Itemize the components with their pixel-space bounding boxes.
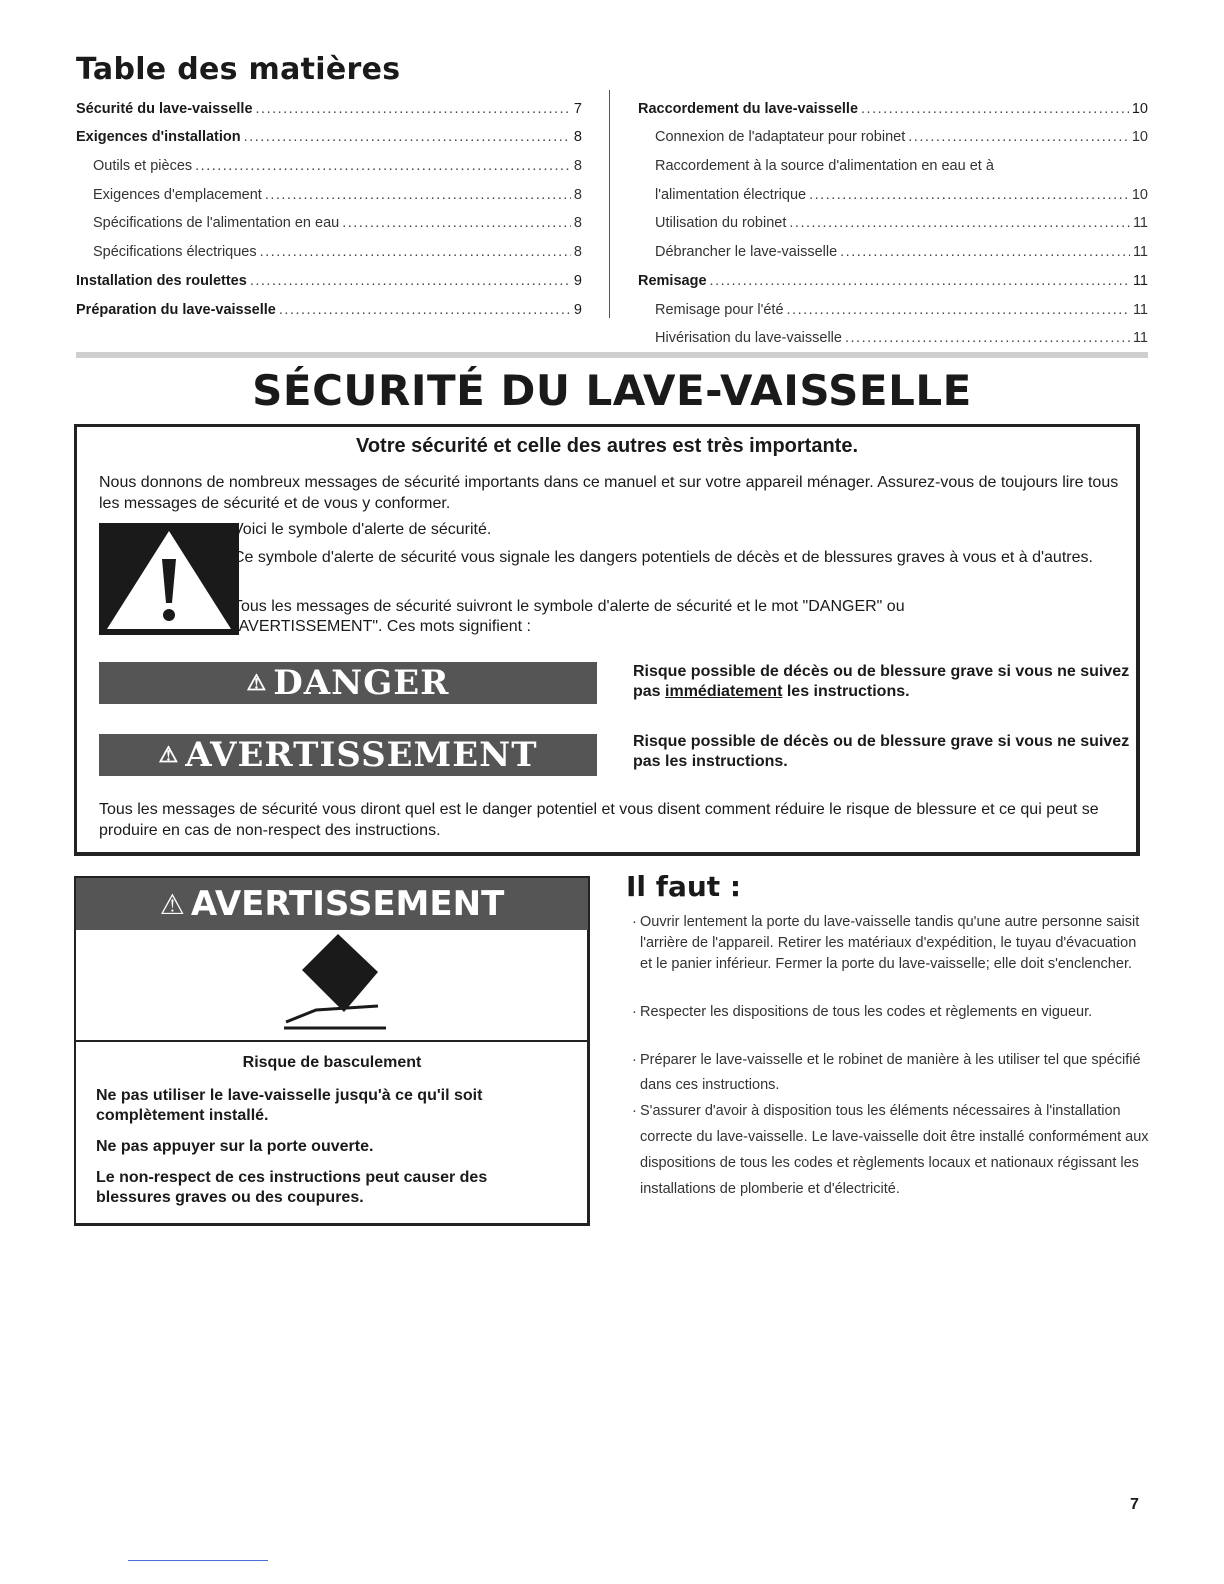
toc-entry-page: 8 [573, 158, 582, 175]
tip-over-icon [76, 930, 588, 1042]
warning-instruction: Le non-respect de ces instructions peut causer des blessures graves ou des coupures. [96, 1169, 488, 1206]
requirement-item: · Préparer le lave-vaisselle et le robinet de manière à les utiliser tel que spécifié dans ces instructions. [640, 1048, 1150, 1098]
risk-title: Risque de basculement [242, 1054, 422, 1071]
warning-signal-bar [99, 734, 597, 776]
toc-entry-page: 10 [1131, 129, 1148, 146]
toc-entry-label: Exigences d'emplacement [93, 186, 262, 203]
toc-entry[interactable] [76, 203, 582, 232]
warning-label: AVERTISSEMENT [190, 884, 505, 924]
toc-entry[interactable] [638, 289, 1148, 318]
section-rule [76, 352, 1148, 358]
toc-entry[interactable] [638, 174, 1148, 203]
section-title: SÉCURITÉ DU LAVE-VAISSELLE [252, 366, 972, 415]
toc-entry-label: Installation des roulettes [76, 272, 247, 289]
requirement-item: · Ouvrir lentement la porte du lave-vaisselle tandis qu'une autre personne saisit l'arrière de l'appareil. Retirer les matériaux d'expédition, le tuyau d'évacuation et le panier inférieur. Fermer la porte du lave-vaisselle; elle doit s'enclencher. [640, 912, 1150, 975]
toc-column-divider [609, 90, 610, 318]
danger-description-text: les instructions. [786, 683, 910, 700]
danger-description-emphasis: immédiatement [665, 683, 783, 700]
bottom-link-underline [128, 1560, 268, 1561]
toc-entry-label: l'alimentation électrique [655, 186, 807, 203]
tip-over-warning-box [74, 876, 590, 1226]
toc-entry[interactable] [76, 289, 582, 318]
toc-entry[interactable] [638, 260, 1148, 289]
requirement-item: · S'assurer d'avoir à disposition tous les éléments nécessaires à l'installation correcte du lave-vaisselle. Le lave-vaisselle doit être installé conformément aux dispositions de tous les codes et règlements locaux et nationaux régissant les installations de plomberie et d'électricité. [640, 1098, 1150, 1202]
warning-label: AVERTISSEMENT [185, 735, 538, 775]
warning-signal-bar [76, 878, 588, 930]
toc-entry[interactable] [638, 145, 1148, 174]
safety-symbol-text: Voici le symbole d'alerte de sécurité. [233, 521, 492, 538]
warning-triangle-icon: ⚠ [159, 887, 185, 921]
toc-entry-page: 10 [1131, 186, 1148, 203]
toc-entry-page: 10 [1131, 100, 1148, 117]
toc-entry-label: Débrancher le lave-vaisselle [655, 244, 838, 261]
toc-entry[interactable] [638, 231, 1148, 260]
toc-entry-label: Spécifications de l'alimentation en eau [93, 215, 340, 232]
warning-triangle-icon: ⚠ [158, 742, 180, 768]
toc-entry[interactable] [638, 117, 1148, 146]
toc-entry-page: 11 [1132, 215, 1148, 232]
toc-entry[interactable] [76, 174, 582, 203]
toc-entry-page: 7 [573, 100, 582, 117]
safety-heading: Votre sécurité et celle des autres est très importante. [355, 435, 859, 457]
safety-symbol-text: Tous les messages de sécurité suivront le symbole d'alerte de sécurité et le mot "DANGER" ou "AVERTISSEMENT". Ces mots signifient : [233, 598, 905, 635]
toc-entry[interactable] [76, 117, 582, 146]
toc-entry-label: Remisage pour l'été [655, 301, 784, 318]
danger-description [633, 662, 1133, 702]
toc-entry-label: Raccordement à la source d'alimentation en eau et à [655, 158, 994, 175]
toc-entry-page: 8 [573, 215, 582, 232]
warning-instruction: Ne pas utiliser le lave-vaisselle jusqu'à ce qu'il soit complètement installé. [96, 1087, 483, 1124]
toc-right-column [638, 88, 1148, 346]
toc-entry-page: 11 [1132, 301, 1148, 318]
safety-alert-icon [99, 523, 239, 635]
page-number: 7 [1130, 1496, 1139, 1513]
warning-triangle-icon: ⚠ [246, 670, 268, 696]
toc-entry-page: 8 [573, 129, 582, 146]
toc-entry-label: Spécifications électriques [93, 244, 257, 261]
toc-entry-label: Sécurité du lave-vaisselle [76, 100, 253, 117]
requirement-item: · Respecter les dispositions de tous les codes et règlements en vigueur. [640, 1002, 1150, 1023]
safety-box [74, 424, 1140, 856]
toc-entry-page: 11 [1132, 244, 1148, 261]
toc-entry-page: 8 [573, 244, 582, 261]
toc-entry-label: Utilisation du robinet [655, 215, 787, 232]
safety-symbol-text: Ce symbole d'alerte de sécurité vous signale les dangers potentiels de décès et de blessures graves à vous et à d'autres. [233, 549, 1093, 566]
toc-entry[interactable] [76, 260, 582, 289]
requirements-title: Il faut : [626, 870, 742, 903]
toc-entry[interactable] [638, 203, 1148, 232]
toc-entry-label: Remisage [638, 272, 707, 289]
toc-entry-page: 11 [1132, 272, 1148, 289]
safety-intro: Nous donnons de nombreux messages de sécurité importants dans ce manuel et sur votre appareil ménager. Assurez-vous de toujours lire tous les messages de sécurité et de vous y conformer. [99, 474, 1119, 512]
toc-entry-label: Connexion de l'adaptateur pour robinet [655, 129, 906, 146]
warning-description: Risque possible de décès ou de blessure grave si vous ne suivez pas les instructions. [633, 733, 1130, 770]
toc-entry-page: 8 [573, 186, 582, 203]
danger-signal-bar [99, 662, 597, 704]
toc-entry-label: Exigences d'installation [76, 129, 241, 146]
danger-label: DANGER [273, 663, 450, 703]
toc-entry[interactable] [76, 88, 582, 117]
toc-entry-label: Raccordement du lave-vaisselle [638, 100, 859, 117]
toc-entry-label: Hivérisation du lave-vaisselle [655, 330, 842, 347]
toc-entry[interactable] [638, 318, 1148, 347]
toc-entry-page: 9 [573, 272, 582, 289]
safety-footer: Tous les messages de sécurité vous diront quel est le danger potentiel et vous disent comment réduire le risque de blessure et ce qui peut se produire en cas de non-respect des instructions. [99, 801, 1099, 839]
toc-entry[interactable] [76, 231, 582, 260]
toc-entry-label: Préparation du lave-vaisselle [76, 301, 276, 318]
toc-title: Table des matières [76, 52, 401, 87]
danger-description-text: Risque possible de décès ou de blessure grave si vous ne suivez pas [633, 663, 1130, 700]
toc-entry-page: 9 [573, 301, 582, 318]
toc-entry-page: 11 [1132, 330, 1148, 347]
toc-left-column [76, 88, 582, 318]
toc-entry-label: Outils et pièces [93, 158, 193, 175]
toc-entry[interactable] [638, 88, 1148, 117]
toc-entry[interactable] [76, 145, 582, 174]
warning-instruction: Ne pas appuyer sur la porte ouverte. [96, 1138, 374, 1155]
